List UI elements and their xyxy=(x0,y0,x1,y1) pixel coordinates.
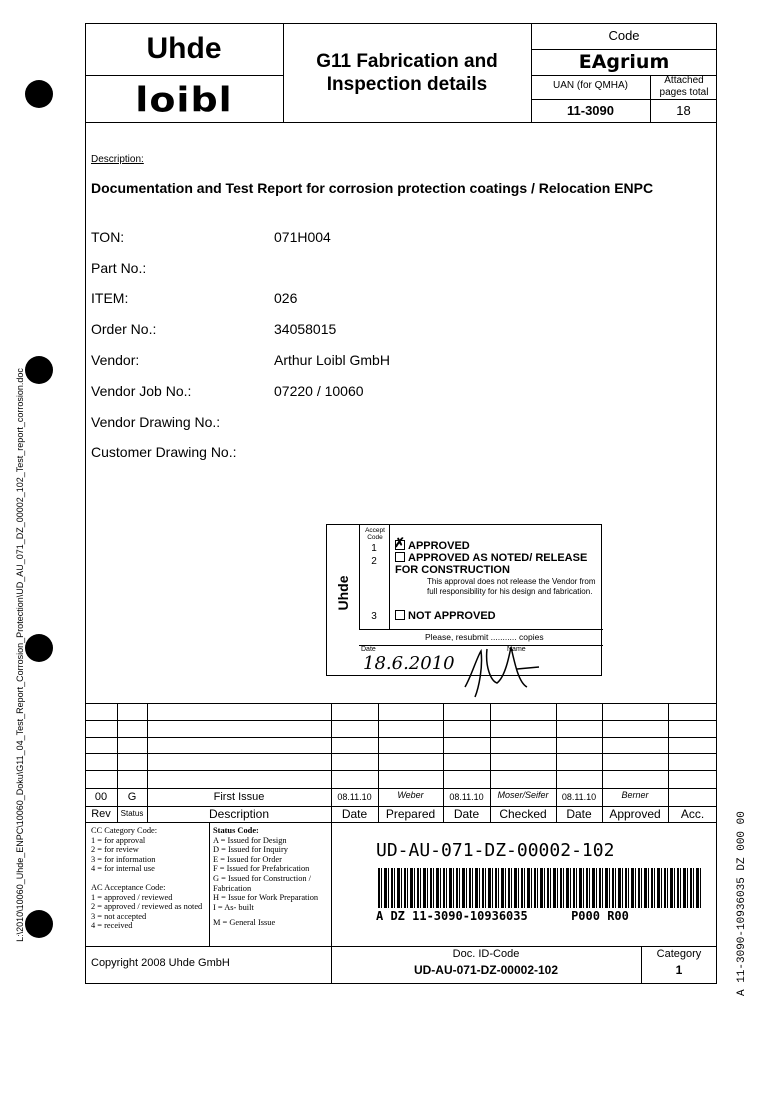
approved-noted-option xyxy=(395,552,601,576)
category-label: Category xyxy=(656,948,702,960)
legend-item: 4 = received xyxy=(91,921,133,931)
date-header: Date xyxy=(453,807,480,821)
legend-item: 3 = for information xyxy=(91,854,156,864)
stamp-name-label: Name xyxy=(507,646,526,653)
approved-noted-text: APPROVED AS NOTED/ RELEASE FOR CONSTRUCTION xyxy=(395,552,588,576)
approved-checkbox-checked: ✗ xyxy=(394,535,405,550)
category-value: 1 xyxy=(675,963,683,977)
vendor-job-label: Vendor Job No.: xyxy=(91,383,192,399)
legend-item: D = Issued for Inquiry xyxy=(213,845,288,855)
stamp-opt2-num: 2 xyxy=(371,556,377,567)
item-value: 026 xyxy=(274,290,298,306)
uhde-stamp-logo: Uhde xyxy=(335,575,351,611)
code-label: Code xyxy=(608,28,640,43)
barcode xyxy=(378,868,702,908)
legend-item: E = Issued for Order xyxy=(213,854,282,864)
agrium-logo: EAgrium xyxy=(578,51,670,73)
item-label: ITEM: xyxy=(91,290,129,306)
acc-header: Acc. xyxy=(680,807,705,821)
legend-item: 1 = approved / reviewed xyxy=(91,892,173,902)
revision-description: First Issue xyxy=(213,791,265,803)
status-title: Status Code: xyxy=(213,826,259,835)
approval-note: This approval does not release the Vendor from full responsibility for his design and fabrication. xyxy=(427,577,596,596)
document-title: G11 Fabrication and Inspection details xyxy=(316,51,498,95)
approved-text: APPROVED xyxy=(408,540,470,552)
legend-item: M = General Issue xyxy=(213,918,276,928)
approved-option xyxy=(394,535,470,552)
date-header: Date xyxy=(566,807,592,821)
rev-value: 00 xyxy=(94,791,108,803)
stamp-opt3-num: 3 xyxy=(371,611,377,622)
legend-item: 4 = for internal use xyxy=(91,864,155,874)
legend-item: F = Issued for Prefabrication xyxy=(213,864,310,874)
doc-id-value: UD-AU-071-DZ-00002-102 xyxy=(413,963,559,977)
attached-pages-value: 18 xyxy=(676,103,691,118)
doc-id-label: Doc. ID-Code xyxy=(452,948,520,960)
checkbox xyxy=(395,552,405,562)
vendor-value: Arthur Loibl GmbH xyxy=(274,352,390,368)
ton-value: 071H004 xyxy=(274,229,331,245)
customer-drawing-label: Customer Drawing No.: xyxy=(91,444,237,460)
stamp-date-label: Date xyxy=(361,646,376,653)
checkbox xyxy=(395,610,405,620)
date-prepared: 08.11.10 xyxy=(337,792,372,802)
status-legend xyxy=(213,826,329,928)
order-no-value: 34058015 xyxy=(274,321,337,337)
barcode-text: A DZ 11-3090-10936035 P000 R00 xyxy=(376,909,629,923)
checked-header: Checked xyxy=(499,807,547,821)
stamp-opt1-num: 1 xyxy=(371,543,377,554)
punch-hole xyxy=(25,80,53,108)
status-value: G xyxy=(127,791,137,803)
legend-item: G = Issued for Construction / Fabrication xyxy=(213,873,312,893)
rev-header: Rev xyxy=(91,808,111,820)
ac-title: AC Acceptance Code: xyxy=(91,882,166,892)
legend-item: A = Issued for Design xyxy=(213,835,287,845)
resubmit-line: Please, resubmit ........... copies xyxy=(425,632,544,642)
legend-item: 3 = not accepted xyxy=(91,911,147,921)
stamp-date-value: 18.6.2010 xyxy=(363,653,455,674)
prepared-signature: Weber xyxy=(397,790,424,800)
legend-item: H = Issue for Work Preparation xyxy=(213,893,319,903)
date-approved: 08.11.10 xyxy=(561,792,597,802)
vendor-job-value: 07220 / 10060 xyxy=(274,383,364,399)
attached-pages-label: Attached pages total xyxy=(659,75,709,98)
cc-legend xyxy=(91,826,207,931)
legend-item: 1 = for approval xyxy=(91,835,146,845)
legend-item: I = As- built xyxy=(213,902,254,912)
approved-header: Approved xyxy=(609,807,661,821)
copyright: Copyright 2008 Uhde GmbH xyxy=(91,957,230,969)
ton-label: TON: xyxy=(91,229,125,245)
legend-item: 2 = for review xyxy=(91,845,139,855)
accept-code-label: Accept Code xyxy=(365,527,385,541)
signature xyxy=(457,637,547,701)
date-header: Date xyxy=(341,807,368,821)
file-path-margin: L:\2010\10060_Uhde_ENPC\10060_Doku\G11_04_Test_Report_Corrosion_Protection\UD_AU_071_DZ_00002_102_Test_report_corrosion.doc xyxy=(15,368,25,942)
punch-hole xyxy=(25,634,53,662)
vendor-drawing-label: Vendor Drawing No.: xyxy=(91,414,221,430)
legend-item: 2 = approved / reviewed as noted xyxy=(91,902,203,912)
loibl-logo: loibl xyxy=(135,80,233,120)
company-name: Uhde xyxy=(146,32,222,65)
approved-signature: Berner xyxy=(621,790,649,800)
vendor-label: Vendor: xyxy=(91,352,140,368)
description-header: Description xyxy=(208,807,270,821)
punch-hole xyxy=(25,356,53,384)
uan-value: 11-3090 xyxy=(567,103,614,118)
checked-signature: Moser/Seifer xyxy=(497,790,549,800)
uan-label: UAN (for QMHA) xyxy=(553,80,628,91)
part-no-label: Part No.: xyxy=(91,260,147,276)
not-approved-text: NOT APPROVED xyxy=(408,610,496,622)
approval-stamp xyxy=(326,524,602,676)
doc-id-large: UD-AU-071-DZ-00002-102 xyxy=(376,840,615,861)
not-approved-option xyxy=(395,610,496,622)
status-header: Status xyxy=(120,809,144,818)
order-no-label: Order No.: xyxy=(91,321,157,337)
description-text: Documentation and Test Report for corrosion protection coatings / Relocation ENPC xyxy=(91,180,654,196)
cc-title: CC Category Code: xyxy=(91,826,158,835)
description-label: Description: xyxy=(91,154,144,165)
side-doc-code: A 11-3090-10936035 DZ 000 00 xyxy=(736,811,748,996)
date-checked: 08.11.10 xyxy=(449,792,484,802)
punch-hole xyxy=(25,910,53,938)
prepared-header: Prepared xyxy=(385,807,436,821)
